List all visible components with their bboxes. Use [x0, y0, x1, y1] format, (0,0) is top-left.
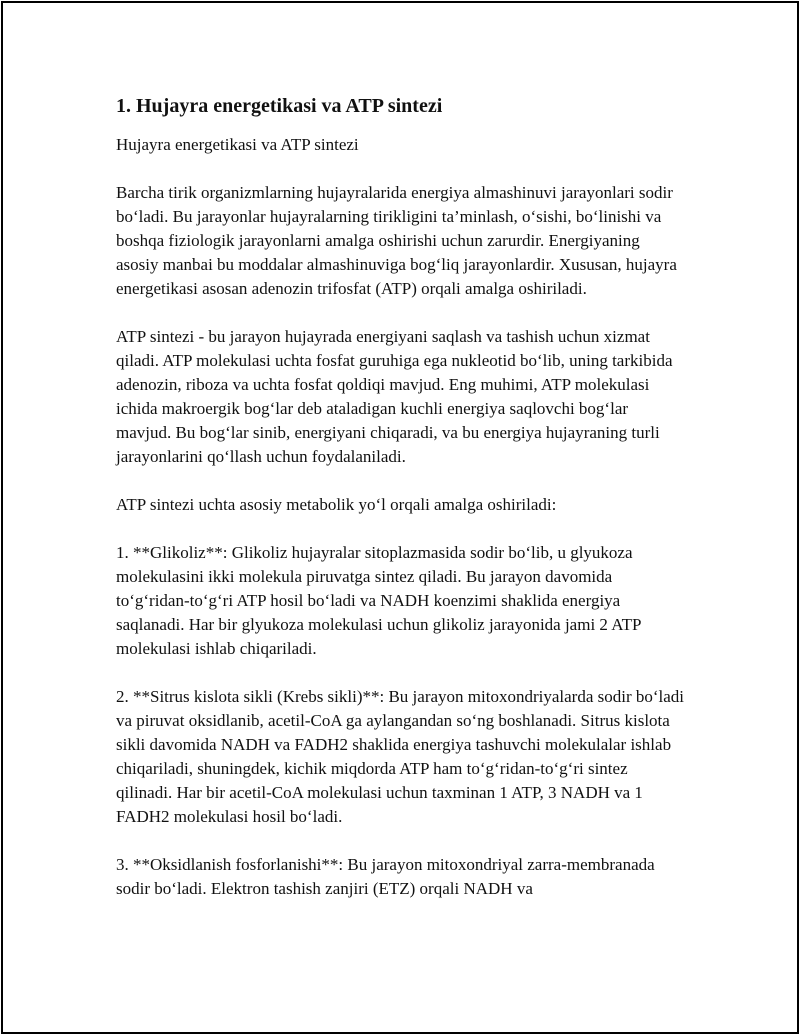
list-item-oxidative-phosphorylation: 3. **Oksidlanish fosforlanishi**: Bu jarayon mitoxondriyal zarra-membranada sodir bo‘ladi. Elektron tashish zanjiri (ETZ) orqali NADH va: [116, 855, 655, 898]
section-subtitle: Hujayra energetikasi va ATP sintezi: [116, 135, 359, 154]
list-item-glycolysis: 1. **Glikoliz**: Glikoliz hujayralar sitoplazmasida sodir bo‘lib, u glyukoza molekulasini ikki molekula piruvatga sintez qiladi. Bu jarayon davomida to‘g‘ridan-to‘g‘ri ATP hosil bo‘ladi va NADH koenzimi shaklida energiya saqlanadi. Har bir glyukoza molekulasi uchun glikoliz jarayonida jami 2 ATP molekulasi ishlab chiqariladi.: [116, 543, 641, 658]
list-item-krebs-cycle: 2. **Sitrus kislota sikli (Krebs sikli)**: Bu jarayon mitoxondriyalarda sodir bo‘ladi va piruvat oksidlanib, acetil-CoA ga aylangandan so‘ng boshlanadi. Sitrus kislota sikli davomida NADH va FADH2 shaklida energiya tashuvchi molekulalar ishlab chiqariladi, shuningdek, kichik miqdorda ATP ham to‘g‘ridan-to‘g‘ri sintez qilinadi. Har bir acetil-CoA molekulasi uchun taxminan 1 ATP, 3 NADH va 1 FADH2 molekulasi hosil bo‘ladi.: [116, 687, 685, 826]
document-body: [116, 92, 686, 901]
section-heading: 1. Hujayra energetikasi va ATP sintezi: [116, 95, 443, 117]
paragraph-pathways-intro: ATP sintezi uchta asosiy metabolik yo‘l orqali amalga oshiriladi:: [116, 495, 557, 514]
paragraph-atp-synthesis: ATP sintezi - bu jarayon hujayrada energiyani saqlash va tashish uchun xizmat qiladi. ATP molekulasi uchta fosfat guruhiga ega nukleotid bo‘lib, uning tarkibida adenozin, riboza va uchta fosfat qoldiqi mavjud. Eng muhimi, ATP molekulasi ichida makroergik bog‘lar deb ataladigan kuchli energiya saqlovchi bog‘lar mavjud. Bu bog‘lar sinib, energiyani chiqaradi, va bu energiya hujayraning turli jarayonlarini qo‘llash uchun foydalaniladi.: [116, 327, 673, 466]
paragraph-intro: Barcha tirik organizmlarning hujayralarida energiya almashinuvi jarayonlari sodir bo‘ladi. Bu jarayonlar hujayralarning tirikligini ta’minlash, o‘sishi, bo‘linishi va boshqa fiziologik jarayonlarni amalga oshirishi uchun zarurdir. Energiyaning asosiy manbai bu moddalar almashinuviga bog‘liq jarayonlardir. Xususan, hujayra energetikasi asosan adenozin trifosfat (ATP) orqali amalga oshiriladi.: [116, 183, 677, 298]
